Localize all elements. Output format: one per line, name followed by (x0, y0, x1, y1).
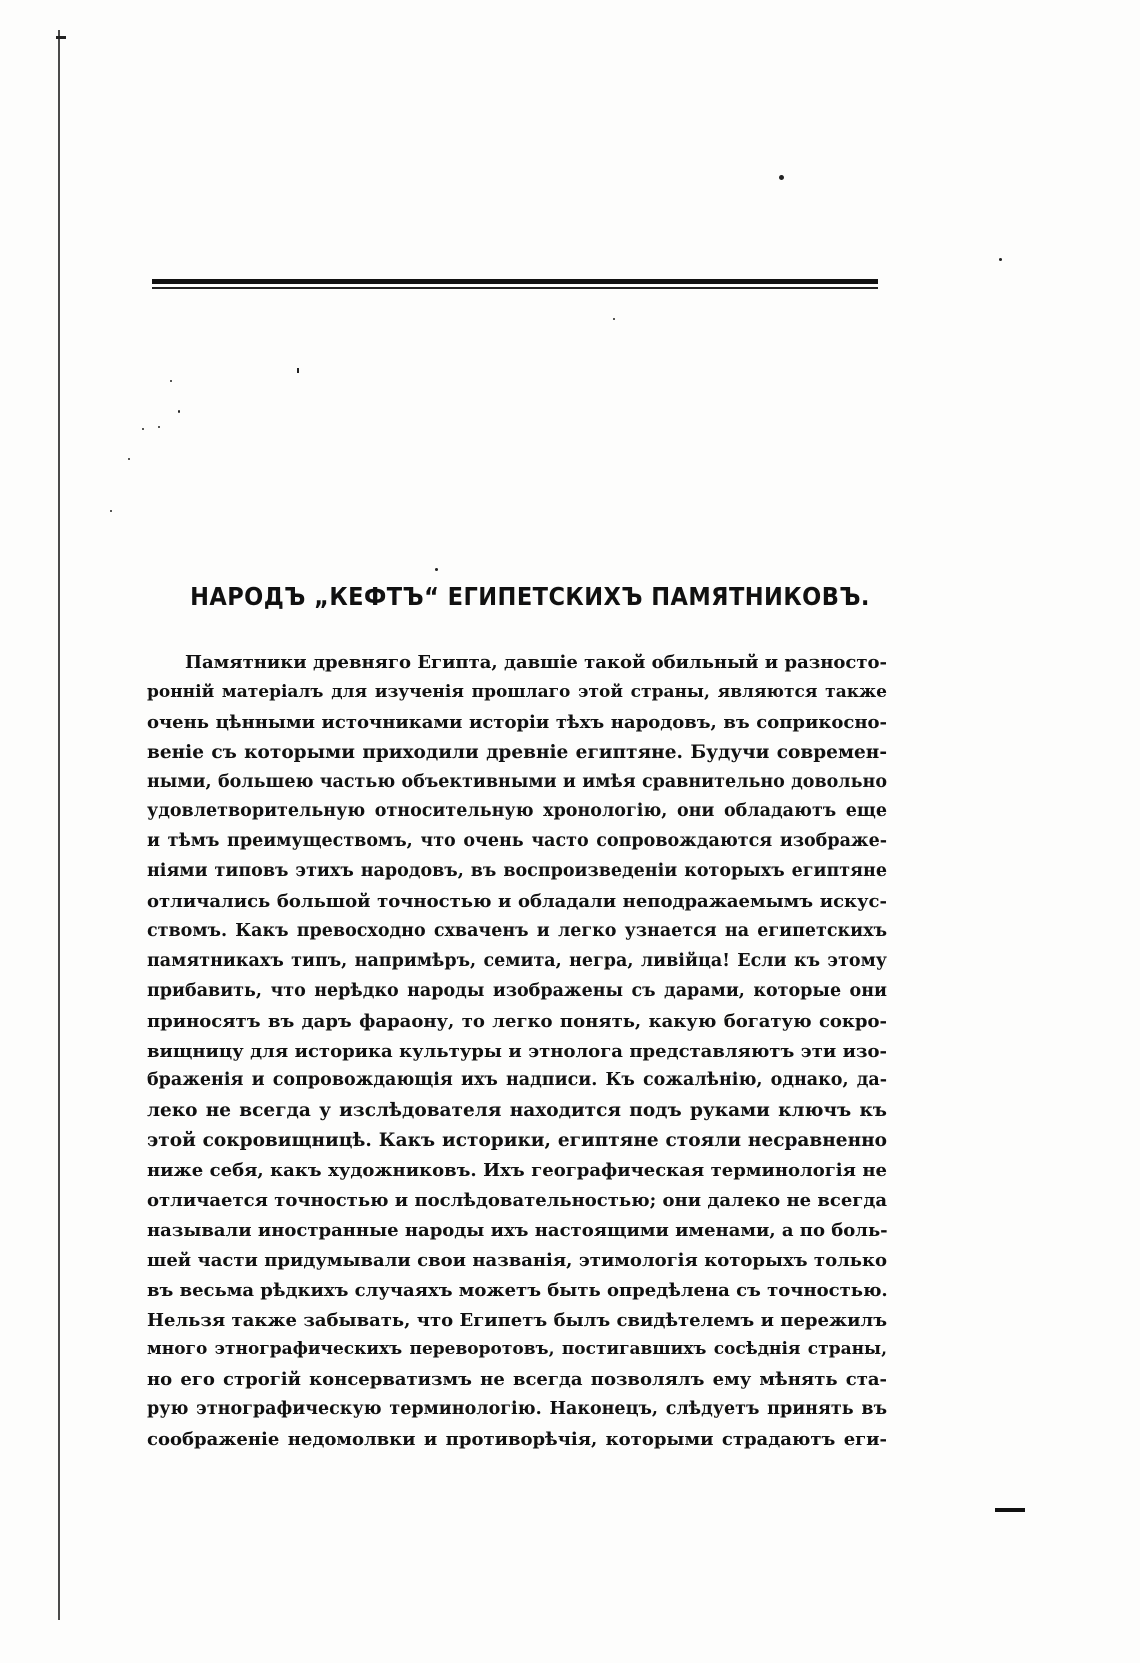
text-line: этой сокровищницѣ. Какъ историки, египтяне стояли несравненно (147, 1130, 887, 1152)
text-line: и тѣмъ преимуществомъ, что очень часто сопровождаются изображе- (147, 831, 887, 852)
text-line: памятникахъ типъ, напримѣръ, семита, негра, ливійца! Если къ этому (147, 950, 887, 971)
text-line: очень цѣнными источниками исторіи тѣхъ народовъ, въ соприкосно- (147, 711, 887, 733)
text-line: Памятники древняго Египта, давшіе такой обильный и разносто- (185, 652, 887, 673)
text-line: веніе съ которыми приходили древніе египтяне. Будучи современ- (147, 741, 887, 763)
text-line: Нельзя также забывать, что Египетъ былъ свидѣтелемъ и пережилъ (147, 1309, 887, 1331)
text-line: леко не всегда у изслѣдователя находится подъ руками ключъ къ (147, 1100, 887, 1122)
scan-speck (178, 410, 180, 413)
text-line: ными, большею частью объективными и имѣя сравнительно довольно (147, 771, 887, 792)
binding-edge-line (58, 30, 60, 1620)
text-line: отличается точностью и послѣдовательностью; они далеко не всегда (147, 1190, 887, 1212)
scan-speck (613, 318, 615, 320)
header-rule-thick (152, 279, 878, 284)
scan-speck (158, 426, 160, 428)
text-line: ниже себя, какъ художниковъ. Ихъ географическая терминологія не (147, 1160, 887, 1182)
scan-speck (779, 175, 784, 180)
scan-speck (999, 258, 1002, 261)
text-line: въ весьма рѣдкихъ случаяхъ можетъ быть опредѣлена съ точностью. (147, 1279, 888, 1301)
text-line: соображеніе недомолвки и противорѣчія, которыми страдаютъ еги- (147, 1429, 887, 1451)
text-line: рую этнографическую терминологію. Наконецъ, слѣдуетъ принять въ (147, 1399, 887, 1420)
text-line: шей части придумывали свои названія, этимологія которыхъ только (147, 1249, 887, 1271)
text-line: ронній матеріалъ для изученія прошлаго этой страны, являются также (147, 681, 887, 702)
binding-edge-tick (56, 36, 66, 39)
text-line: приносятъ въ даръ фараону, то легко понять, какую богатую сокро- (147, 1010, 887, 1032)
page-edge-mark (995, 1508, 1025, 1512)
text-line: много этнографическихъ переворотовъ, постигавшихъ сосѣднія страны, (147, 1339, 887, 1360)
text-line: вищницу для историка культуры и этнолога представляютъ эти изо- (147, 1040, 887, 1062)
text-line: удовлетворительную относительную хронологію, они обладаютъ еще (147, 801, 887, 822)
article-body (147, 648, 887, 1455)
text-line: браженія и сопровождающія ихъ надписи. Къ сожалѣнію, однако, да- (147, 1070, 887, 1091)
scan-speck (110, 510, 112, 512)
scan-speck (142, 428, 144, 430)
header-rule-thin (152, 287, 878, 289)
header-double-rule (152, 279, 878, 291)
text-line: но его строгій консерватизмъ не всегда позволялъ ему мѣнять ста- (147, 1369, 887, 1391)
scan-speck (435, 568, 438, 571)
text-line: ствомъ. Какъ превосходно схваченъ и легко узнается на египетскихъ (147, 921, 887, 942)
text-line: называли иностранные народы ихъ настоящими именами, а по боль- (147, 1219, 888, 1241)
text-line: прибавить, что нерѣдко народы изображены съ дарами, которые они (147, 980, 887, 1001)
text-line: отличались большой точностью и обладали неподражаемымъ искус- (147, 891, 887, 913)
scan-speck (170, 380, 172, 382)
article-title: НАРОДЪ „КЕФТЪ“ ЕГИПЕТСКИХЪ ПАМЯТНИКОВЪ. (190, 582, 870, 611)
text-line: ніями типовъ этихъ народовъ, въ воспроизведеніи которыхъ египтяне (147, 861, 887, 882)
scan-speck (297, 368, 299, 373)
scan-speck (128, 458, 130, 460)
